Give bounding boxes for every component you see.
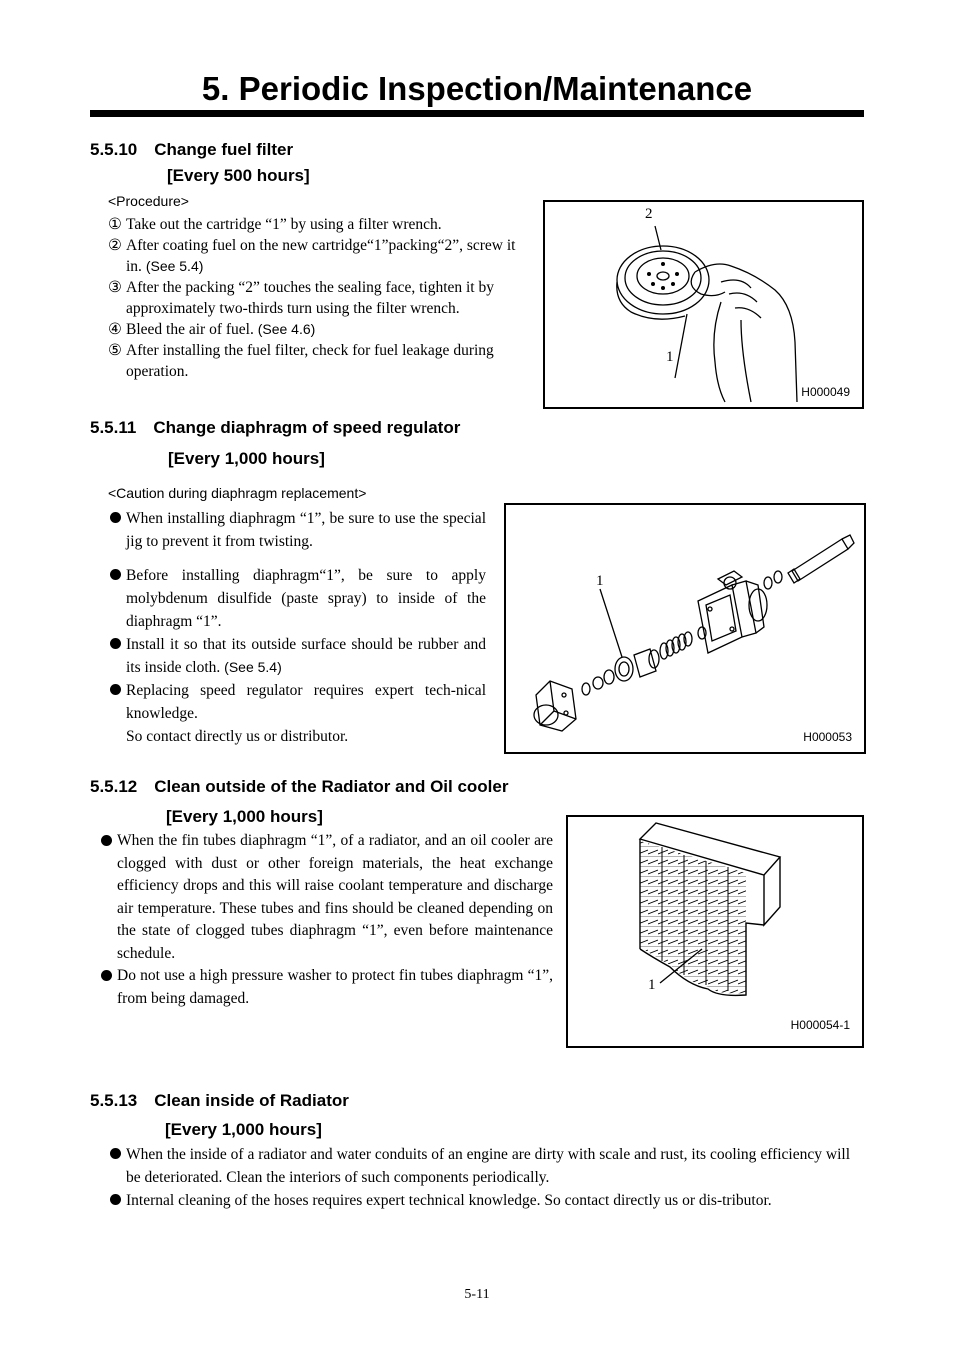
section-5-5-13-interval: [Every 1,000 hours]	[165, 1120, 322, 1139]
caution-list	[108, 507, 486, 748]
figure-label-1: 1	[596, 573, 604, 589]
radiator-inside-item: Internal cleaning of the hoses requires expert technical knowledge. So contact directly us or dis-tributor.	[108, 1189, 850, 1212]
section-5-5-13-heading: 5.5.13 Clean inside of Radiator	[90, 1091, 349, 1110]
caution-item: Before installing diaphragm“1”, be sure to apply molybdenum disulfide (paste spray) to inside of the diaphragm “1”.	[108, 564, 486, 633]
section-5-5-10-heading: 5.5.10 Change fuel filter	[90, 140, 294, 159]
section-5-5-11-interval: [Every 1,000 hours]	[168, 449, 325, 468]
procedure-step: ① Take out the cartridge “1” by using a filter wrench.	[108, 216, 442, 233]
procedure-step: ② After coating fuel on the new cartridge“1”packing“2”, screw it in. (See 5.4)	[108, 237, 516, 275]
procedure-steps	[108, 214, 530, 382]
section-5-5-12-heading: 5.5.12 Clean outside of the Radiator and Oil cooler	[90, 777, 509, 796]
section-5-5-11-heading: 5.5.11 Change diaphragm of speed regulator	[90, 418, 461, 437]
figure-code: H000049	[801, 385, 850, 399]
figure-label-1: 1	[666, 349, 674, 365]
figure-label-1: 1	[648, 977, 656, 993]
figure-code: H000054-1	[790, 1018, 850, 1032]
caution-label: <Caution during diaphragm replacement>	[108, 485, 367, 501]
caution-item: When installing diaphragm “1”, be sure to use the special jig to prevent it from twisting.	[108, 507, 486, 553]
radiator-outside-item: Do not use a high pressure washer to protect fin tubes diaphragm “1”, from being damaged.	[99, 965, 553, 1010]
section-5-5-12-interval: [Every 1,000 hours]	[166, 807, 323, 826]
procedure-label: <Procedure>	[108, 193, 189, 209]
speed-regulator-figure	[504, 503, 866, 754]
radiator-inside-item: When the inside of a radiator and water conduits of an engine are dirty with scale and rust, its cooling efficiency will be deteriorated. Clean the interiors of such components periodically.	[108, 1143, 850, 1189]
fuel-filter-illustration	[545, 202, 862, 407]
procedure-step: ③ After the packing “2” touches the sealing face, tighten it by approximately two-thirds turn using the filter wrench.	[108, 279, 494, 317]
section-5-5-10-interval: [Every 500 hours]	[167, 166, 310, 185]
radiator-outside-item: When the fin tubes diaphragm “1”, of a radiator, and an oil cooler are clogged with dust or other foreign materials, the heat exchange efficiency drops and this will raise coolant temperature and discharge air temperature. These tubes and fins should be cleaned depending on the state of clogged tubes diaphragm “1”, even before maintenance schedule.	[99, 830, 553, 965]
figure-label-2: 2	[645, 206, 653, 222]
speed-regulator-illustration	[506, 505, 864, 752]
page-number: 5-11	[464, 1287, 490, 1302]
figure-code: H000053	[803, 730, 852, 744]
title-underline	[90, 110, 864, 117]
fuel-filter-figure	[543, 200, 864, 409]
radiator-illustration	[568, 817, 862, 1046]
procedure-step: ⑤ After installing the fuel filter, check for fuel leakage during operation.	[108, 342, 494, 380]
procedure-step: ④ Bleed the air of fuel. (See 4.6)	[108, 321, 316, 338]
radiator-inside-list	[108, 1143, 850, 1212]
caution-item: Replacing speed regulator requires expert tech-nical knowledge.	[108, 679, 486, 725]
caution-note: So contact directly us or distributor.	[126, 728, 349, 745]
radiator-outside-list	[99, 830, 553, 1010]
radiator-figure	[566, 815, 864, 1048]
page-title: 5. Periodic Inspection/Maintenance	[201, 70, 753, 107]
caution-item: Install it so that its outside surface should be rubber and its inside cloth. (See 5.4)	[108, 633, 486, 679]
